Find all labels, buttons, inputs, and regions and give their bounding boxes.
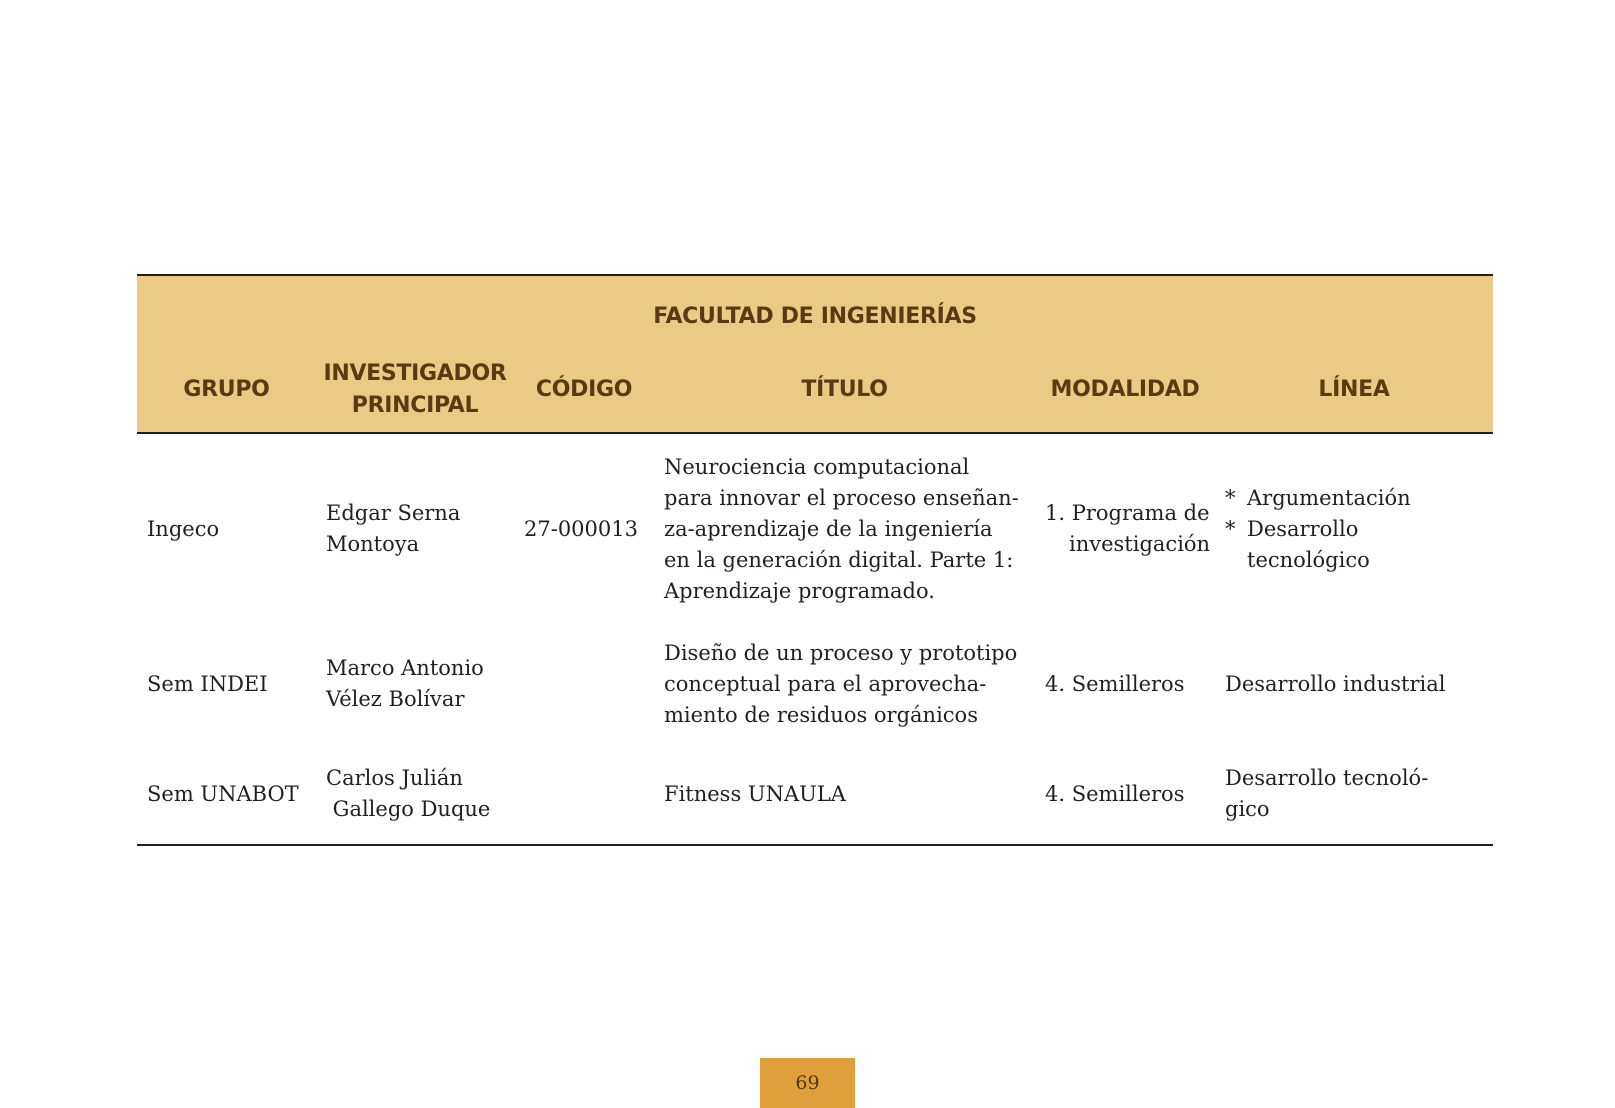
column-header-modalidad: MODALIDAD — [1035, 352, 1215, 433]
titulo-line: miento de residuos orgánicos — [664, 702, 978, 727]
cell-modalidad — [1035, 744, 1215, 845]
table-row — [137, 624, 1493, 744]
cell-codigo — [514, 624, 654, 744]
asterisk-bullet-icon: * — [1225, 516, 1236, 541]
linea-text-group — [1247, 514, 1370, 576]
investigador-line: Carlos Julián — [326, 766, 463, 790]
column-header-investigador-line2: PRINCIPAL — [351, 393, 479, 418]
modalidad-line: 4. Semilleros — [1045, 671, 1185, 696]
research-projects-table — [137, 274, 1493, 846]
table-row — [137, 744, 1493, 845]
faculty-header-row — [137, 275, 1493, 352]
investigador-line: Marco Antonio — [326, 656, 484, 680]
column-header-linea: LÍNEA — [1215, 352, 1493, 433]
titulo-line: en la generación digital. Parte 1: — [664, 547, 1014, 572]
table-body — [137, 433, 1493, 845]
cell-codigo: 27-000013 — [524, 516, 638, 541]
titulo-line: conceptual para el aprovecha- — [664, 671, 987, 696]
column-header-investigador-line1: INVESTIGADOR — [323, 361, 507, 386]
titulo-line: Diseño de un proceso y prototipo — [664, 640, 1018, 665]
research-table-container — [137, 274, 1493, 846]
column-header-titulo: TÍTULO — [654, 352, 1035, 433]
cell-grupo: Ingeco — [147, 516, 220, 541]
investigador-line: Gallego Duque — [326, 797, 491, 821]
cell-investigador — [316, 624, 514, 744]
linea-text: Desarrollo — [1247, 516, 1359, 541]
page-number-badge — [760, 1058, 855, 1108]
cell-titulo — [654, 744, 1035, 845]
list-item — [1225, 483, 1483, 514]
investigador-line: Vélez Bolívar — [326, 687, 465, 711]
modalidad-line: investigación — [1069, 532, 1211, 556]
cell-investigador — [316, 433, 514, 624]
page-number: 69 — [795, 1072, 820, 1094]
modalidad-line: 4. Semilleros — [1045, 781, 1185, 806]
titulo-line: Neurociencia computacional — [664, 454, 970, 479]
cell-codigo — [514, 744, 654, 845]
cell-linea — [1215, 744, 1493, 845]
cell-grupo: Sem INDEI — [147, 671, 268, 696]
column-header-grupo: GRUPO — [137, 352, 316, 433]
investigador-line: Montoya — [326, 532, 420, 556]
faculty-title: FACULTAD DE INGENIERÍAS — [137, 275, 1493, 352]
table-header — [137, 275, 1493, 433]
cell-grupo: Sem UNABOT — [137, 744, 316, 845]
linea-text: tecnológico — [1247, 547, 1370, 572]
titulo-line: Aprendizaje programado. — [664, 578, 935, 603]
cell-investigador — [316, 744, 514, 845]
linea-line: gico — [1225, 797, 1270, 821]
cell-modalidad — [1035, 624, 1215, 744]
column-header-row — [137, 352, 1493, 433]
cell-linea: Desarrollo industrial — [1225, 671, 1446, 696]
investigador-line: Edgar Serna — [326, 501, 461, 525]
cell-linea — [1215, 433, 1493, 624]
cell-modalidad — [1035, 433, 1215, 624]
modalidad-line: 1. Programa de — [1045, 501, 1210, 525]
cell-titulo — [654, 433, 1035, 624]
titulo-line: Fitness UNAULA — [664, 781, 846, 806]
cell-titulo — [654, 624, 1035, 744]
linea-bullet-list — [1225, 483, 1483, 576]
titulo-line: za-aprendizaje de la ingeniería — [664, 516, 993, 541]
titulo-line: para innovar el proceso enseñan- — [664, 485, 1019, 510]
list-item — [1225, 514, 1483, 576]
column-header-investigador — [316, 352, 514, 433]
asterisk-bullet-icon: * — [1225, 485, 1236, 510]
table-row — [137, 433, 1493, 624]
column-header-codigo: CÓDIGO — [514, 352, 654, 433]
linea-text: Argumentación — [1247, 485, 1411, 510]
linea-line: Desarrollo tecnoló- — [1225, 766, 1429, 790]
